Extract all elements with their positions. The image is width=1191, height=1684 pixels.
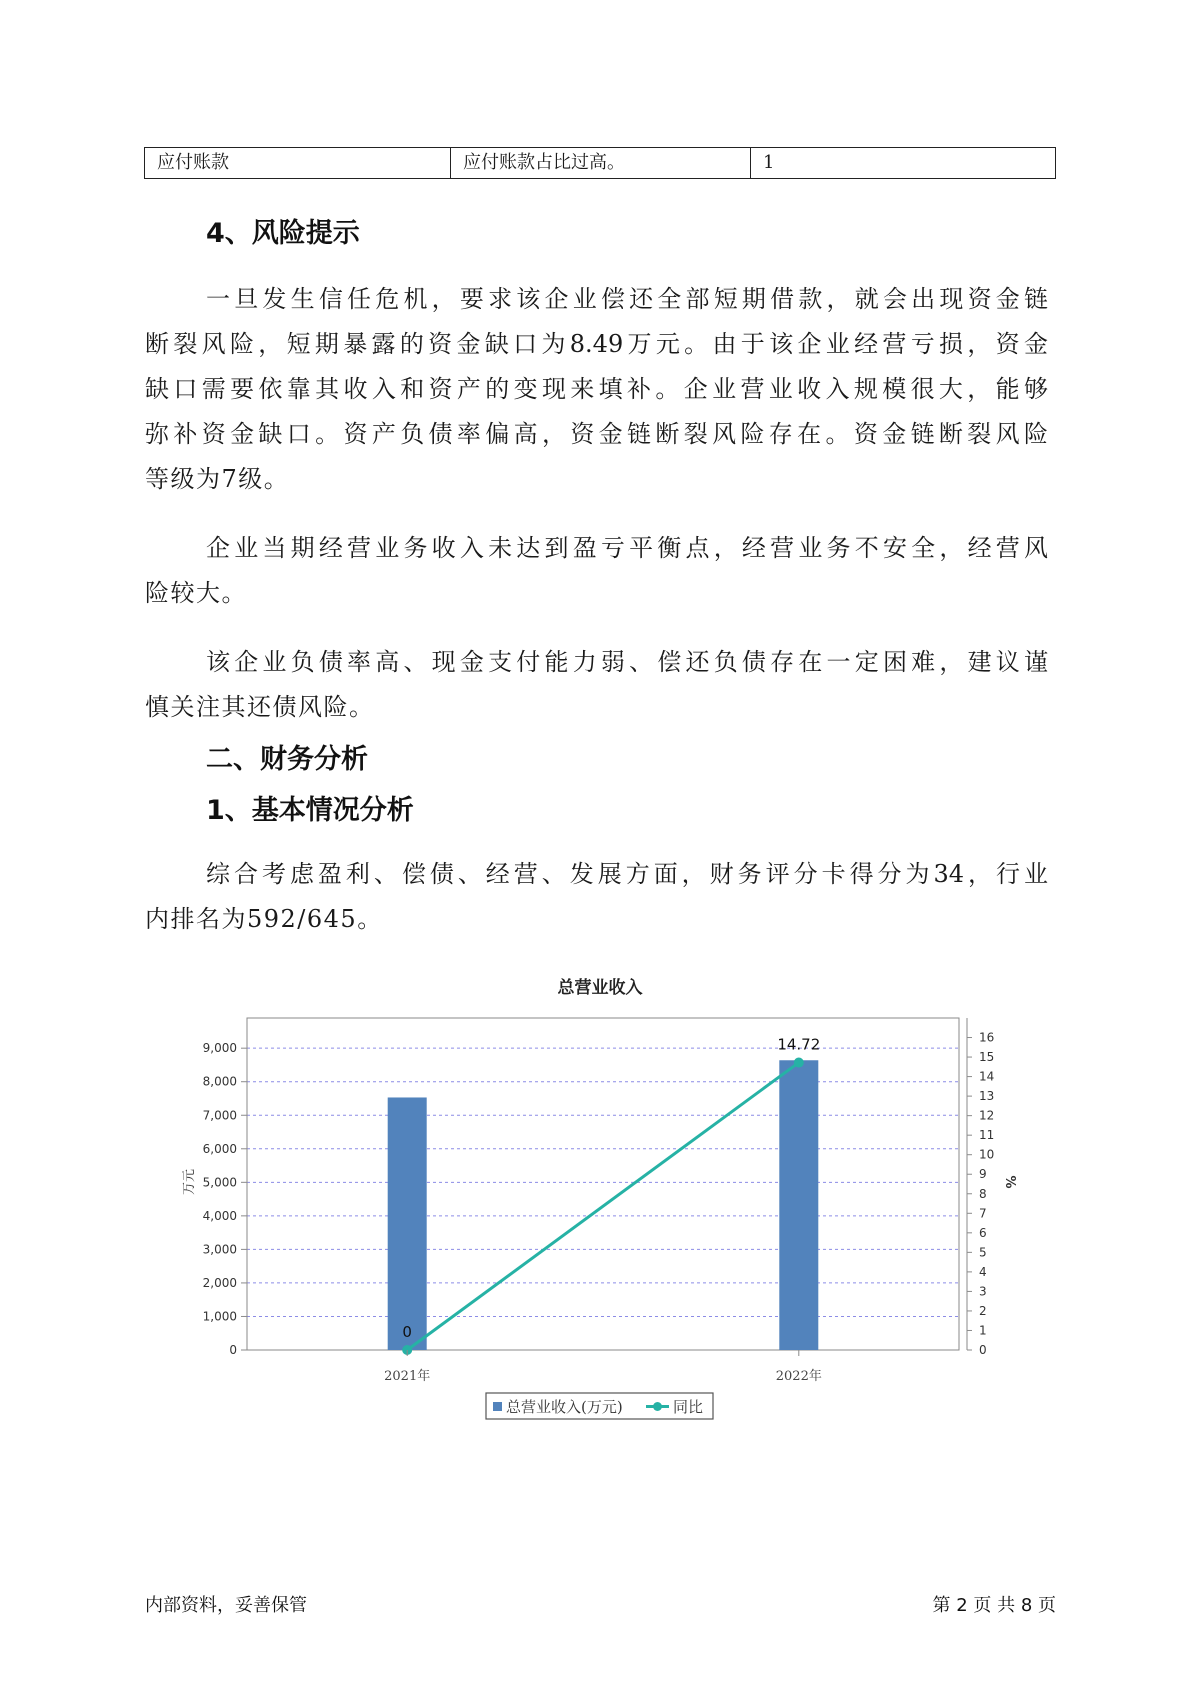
- left-axis-tick-label: 2,000: [202, 1275, 237, 1290]
- left-axis-tick-label: 6,000: [202, 1141, 237, 1156]
- right-axis-tick-label: 0: [979, 1343, 987, 1357]
- table-cell-item: 应付账款: [145, 148, 451, 178]
- right-axis-tick-label: 10: [979, 1147, 995, 1162]
- right-axis-tick-label: 13: [979, 1089, 995, 1104]
- right-axis-tick-label: 4: [979, 1264, 987, 1279]
- paragraph-line: 企业当期经营业务收入未达到盈亏平衡点，经营业务不安全，经营风: [206, 534, 1048, 562]
- paragraph-line: 缺口需要依靠其收入和资产的变现来填补。企业营业收入规模很大，能够: [145, 375, 1048, 403]
- right-axis-tick-label: 15: [979, 1050, 995, 1065]
- risk-table-row: [144, 147, 1056, 179]
- left-axis-label: 万元: [182, 1168, 197, 1196]
- revenue-bar-1: [388, 1097, 427, 1350]
- x-axis-tick-label: 2021年: [384, 1369, 431, 1384]
- x-axis-ticks: [384, 1350, 822, 1384]
- right-axis-tick-label: 3: [979, 1284, 987, 1299]
- left-axis-tick-label: 0: [229, 1343, 237, 1357]
- right-axis-tick-label: 1: [979, 1323, 987, 1338]
- x-axis-tick-label: 2022年: [775, 1369, 822, 1384]
- paragraph-line: 综合考虑盈利、偿债、经营、发展方面，财务评分卡得分为34，行业: [206, 860, 1048, 888]
- right-axis-tick-label: 7: [979, 1206, 987, 1221]
- paragraph-line: 险较大。: [145, 579, 247, 607]
- yoy-line-path: [407, 1063, 799, 1350]
- table-cell-description: 应付账款占比过高。: [451, 148, 751, 178]
- right-axis-ticks: [967, 1031, 994, 1357]
- risk-section-heading: 4、风险提示: [206, 218, 360, 249]
- yoy-line: [402, 1036, 820, 1355]
- paragraph-line: 一旦发生信任危机，要求该企业偿还全部短期借款，就会出现资金链: [206, 285, 1048, 313]
- right-axis-tick-label: 5: [979, 1245, 987, 1260]
- right-axis-tick-label: 8: [979, 1186, 987, 1201]
- left-axis-tick-label: 5,000: [202, 1175, 237, 1190]
- right-axis-tick-label: 14: [979, 1069, 995, 1084]
- yoy-data-label: 0: [402, 1323, 412, 1341]
- plot-frame: [247, 1018, 959, 1350]
- right-axis-label: %: [1002, 1175, 1017, 1189]
- footer-page-number: 第 2 页 共 8 页: [932, 1595, 1056, 1616]
- chart-title: 总营业收入: [557, 978, 643, 998]
- revenue-bar-2: [779, 1060, 818, 1350]
- yoy-data-label: 14.72: [777, 1035, 821, 1054]
- chart-legend: [486, 1393, 713, 1419]
- paragraph-line: 等级为7级。: [145, 465, 290, 493]
- legend-revenue-label: 总营业收入(万元): [506, 1398, 623, 1416]
- right-axis-tick-label: 12: [979, 1108, 995, 1123]
- left-axis-tick-label: 7,000: [202, 1108, 237, 1123]
- basic-analysis-subheading: 1、基本情况分析: [206, 795, 414, 826]
- paragraph-line: 弥补资金缺口。资产负债率偏高，资金链断裂风险存在。资金链断裂风险: [145, 420, 1048, 448]
- paragraph-line: 该企业负债率高、现金支付能力弱、偿还负债存在一定困难，建议谨: [206, 648, 1048, 676]
- right-axis-tick-label: 9: [979, 1167, 987, 1182]
- left-axis-tick-label: 3,000: [202, 1242, 237, 1257]
- finance-section-heading: 二、财务分析: [206, 744, 368, 775]
- right-axis-tick-label: 16: [979, 1030, 995, 1045]
- right-axis-tick-label: 6: [979, 1225, 987, 1240]
- left-axis-tick-label: 8,000: [202, 1074, 237, 1089]
- table-cell-value: 1: [763, 152, 775, 173]
- paragraph-line: 慎关注其还债风险。: [145, 693, 375, 721]
- paragraph-line: 内排名为592/645。: [145, 905, 383, 933]
- revenue-chart: [0, 960, 1191, 1435]
- legend-line-marker: [653, 1402, 662, 1411]
- left-axis-tick-label: 9,000: [202, 1041, 237, 1056]
- right-axis-tick-label: 11: [979, 1128, 995, 1143]
- footer-confidential-note: 内部资料，妥善保管: [145, 1595, 307, 1616]
- left-axis-tick-label: 4,000: [202, 1208, 237, 1223]
- yoy-point-2: [794, 1058, 804, 1068]
- gridlines: [247, 1048, 959, 1316]
- legend-bar-swatch: [493, 1402, 502, 1411]
- legend-yoy-label: 同比: [673, 1398, 704, 1416]
- paragraph-line: 断裂风险，短期暴露的资金缺口为8.49万元。由于该企业经营亏损，资金: [145, 330, 1048, 358]
- left-axis-ticks: [203, 1041, 247, 1357]
- right-axis-tick-label: 2: [979, 1303, 987, 1318]
- left-axis-tick-label: 1,000: [202, 1309, 237, 1324]
